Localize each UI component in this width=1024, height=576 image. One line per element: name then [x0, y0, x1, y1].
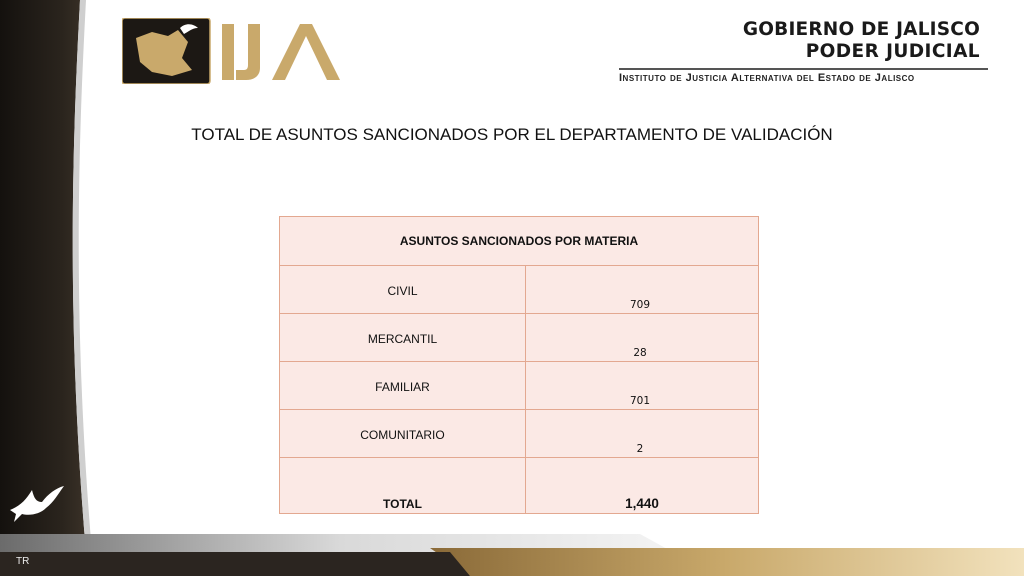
row-label: COMUNITARIO — [280, 410, 526, 458]
footer-tag: TR — [16, 556, 30, 567]
institute-name: Instituto de Justicia Alternativa del Estado de Jalisco — [619, 72, 915, 84]
row-value — [526, 266, 759, 314]
row-label: FAMILIAR — [280, 362, 526, 410]
table-row — [280, 314, 759, 362]
row-value-text: 701 — [629, 395, 651, 407]
results-table — [279, 216, 759, 514]
table-row — [280, 266, 759, 314]
total-value: 1,440 — [526, 458, 759, 514]
government-heading — [743, 19, 980, 63]
row-value — [526, 410, 759, 458]
table-header-row — [280, 217, 759, 266]
gov-line-2: PODER JUDICIAL — [805, 41, 980, 62]
row-value — [526, 362, 759, 410]
dove-icon — [6, 480, 66, 533]
header-rule — [619, 68, 988, 70]
row-value-text: 709 — [629, 299, 651, 311]
slide-title: TOTAL DE ASUNTOS SANCIONADOS POR EL DEPARTAMENTO DE VALIDACIÓN — [191, 125, 833, 144]
row-label: CIVIL — [280, 266, 526, 314]
total-label: TOTAL — [280, 458, 526, 514]
table-row — [280, 410, 759, 458]
row-label: MERCANTIL — [280, 314, 526, 362]
row-value — [526, 314, 759, 362]
row-value-text: 2 — [636, 443, 644, 455]
row-value-text: 28 — [633, 347, 647, 359]
table-heading: ASUNTOS SANCIONADOS POR MATERIA — [280, 217, 759, 266]
table-total-row — [280, 458, 759, 514]
ija-logo — [122, 18, 384, 84]
table-row — [280, 362, 759, 410]
gov-line-1: GOBIERNO DE JALISCO — [742, 19, 980, 40]
